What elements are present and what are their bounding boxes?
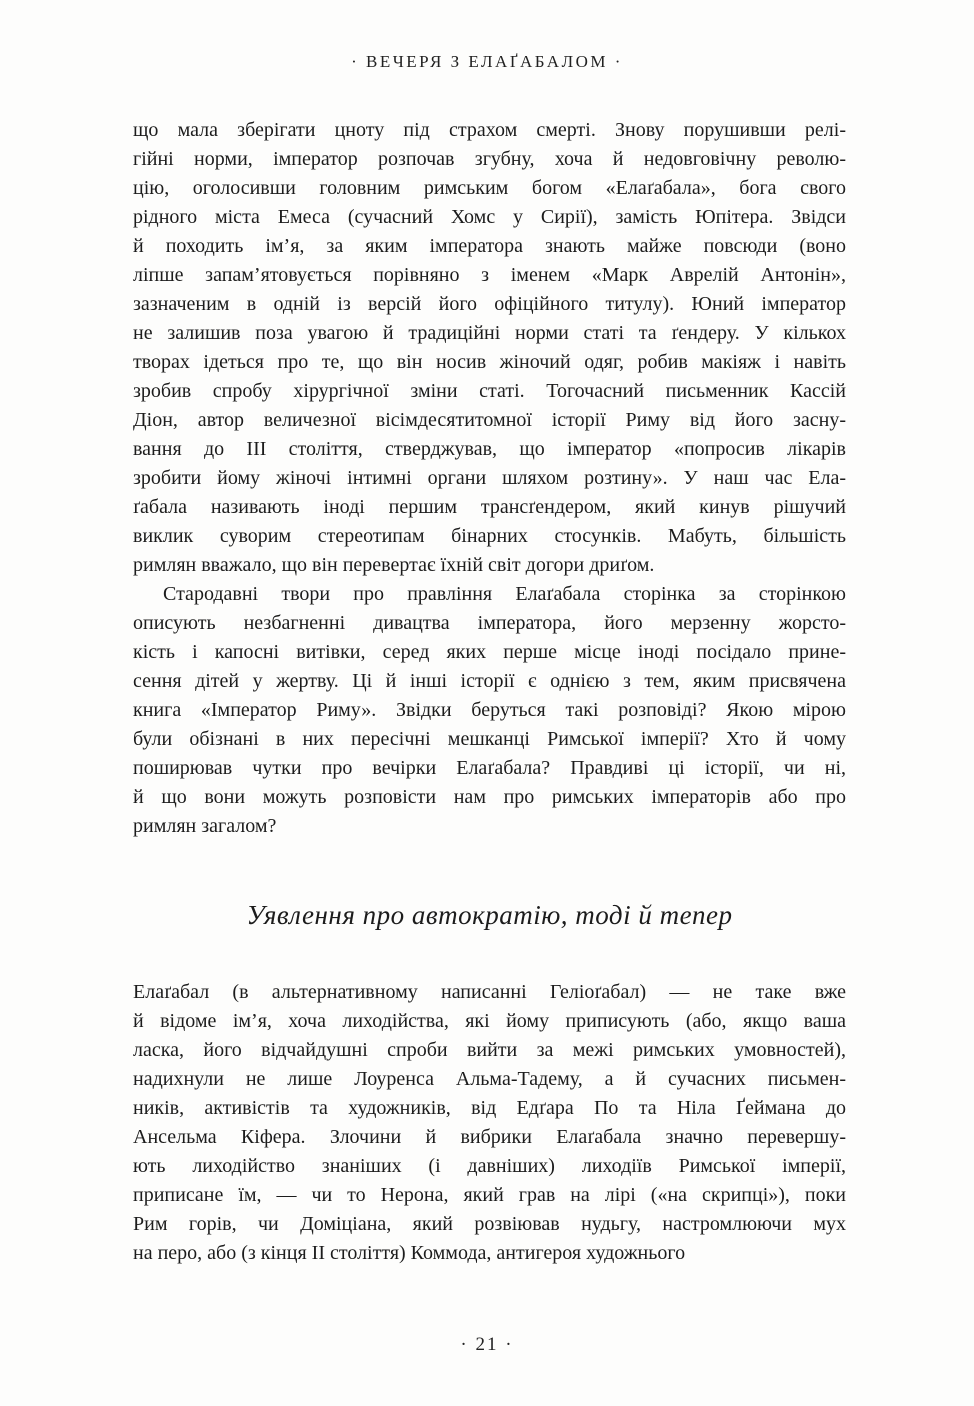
- text-line: приписане їм, — чи то Нерона, який грав на лірі («на скрипці»), поки: [133, 1184, 846, 1206]
- text-line: ласка, його відчайдушні спроби вийти за межі римських умовностей),: [133, 1039, 846, 1061]
- text-line: надихнули не лише Лоуренса Альма-Тадему, а й сучасних письмен-: [133, 1068, 846, 1090]
- text-line: й що вони можуть розповісти нам про римських імператорів або про: [133, 786, 846, 808]
- text-line: поширював чутки про вечірки Елаґабала? Правдиві ці історії, чи ні,: [133, 757, 846, 779]
- text-line: на перо, або (з кінця II століття) Коммода, антигероя художнього: [133, 1242, 686, 1264]
- paragraph: [133, 978, 846, 1268]
- text-line: римлян загалом?: [133, 815, 277, 837]
- text-line: ґабала називають іноді першим трансґендером, який кинув рішучий: [133, 496, 846, 518]
- text-line: кість і капосні витівки, серед яких перше місце іноді посідало прине-: [133, 641, 846, 663]
- page-number: · 21 ·: [460, 1334, 514, 1355]
- text-line: римлян вважало, що він перевертає їхній світ догори дриґом.: [133, 554, 655, 576]
- text-line: зробив спробу хірургічної зміни статі. Тогочасний письменник Кассій: [133, 380, 846, 402]
- text-line: зазначеним в одній із версій його офіційного титулу). Юний імператор: [133, 293, 846, 315]
- text-line: сення дітей у жертву. Ці й інші історії є однією з тем, яким присвячена: [133, 670, 846, 692]
- text-line: ліпше запам’ятовується порівняно з іменем «Марк Аврелій Антонін»,: [133, 264, 846, 286]
- text-line: описують незбагненні дивацтва імператора, його мерзенну жорсто-: [133, 612, 846, 634]
- text-line: гійні норми, імператор розпочав згубну, хоча й недовговічну револю-: [133, 148, 846, 170]
- text-line: зробити йому жіночі інтимні органи шляхом розтину». У наш час Ела-: [133, 467, 846, 489]
- text-line: рідного міста Емеса (сучасний Хомс у Сирії), замість Юпітера. Звідси: [133, 206, 846, 228]
- text-line: цію, оголосивши головним римським богом «Елаґабала», бога свого: [133, 177, 846, 199]
- text-line: книга «Імператор Риму». Звідки беруться такі розповіді? Якою мірою: [133, 699, 846, 721]
- text-line: виклик суворим стереотипам бінарних стосунків. Мабуть, більшість: [133, 525, 846, 547]
- text-line: були обізнані в них пересічні мешканці Римської імперії? Хто й чому: [133, 728, 846, 750]
- text-line: й відоме ім’я, хоча лиходійства, які йому приписують (або, якщо ваша: [133, 1010, 846, 1032]
- text-line: Елаґабал (в альтернативному написанні Геліоґабал) — не таке вже: [133, 981, 846, 1003]
- running-header: · ВЕЧЕРЯ З ЕЛАҐАБАЛОМ ·: [351, 52, 623, 71]
- text-line: ють лиходійство знаніших (і давніших) лиходіїв Римської імперії,: [133, 1155, 846, 1177]
- paragraph: [133, 580, 846, 841]
- paragraph: [133, 116, 846, 580]
- text-line: ників, активістів та художників, від Едґара По та Ніла Ґеймана до: [133, 1097, 846, 1119]
- text-line: творах ідеться про те, що він носив жіночий одяг, робив макіяж і навіть: [133, 351, 846, 373]
- section-heading: Уявлення про автократію, тоді й тепер: [246, 900, 733, 930]
- body-text: [133, 116, 846, 1268]
- text-line: й походить ім’я, за яким імператора знають майже повсюди (воно: [133, 235, 846, 257]
- text-line: Діон, автор величезної вісімдесятитомної історії Риму від його засну-: [133, 409, 846, 431]
- text-line: вання до III століття, стверджував, що імператор «попросив лікарів: [133, 438, 846, 460]
- text-line: не залишив поза увагою й традиційні норми статі та ґендеру. У кількох: [133, 322, 846, 344]
- text-line: Рим горів, чи Доміціана, який розвіював нудьгу, настромлюючи мух: [133, 1213, 846, 1235]
- text-line: що мала зберігати цноту під страхом смерті. Знову порушивши релі-: [133, 119, 846, 141]
- text-line: Стародавні твори про правління Елаґабала сторінка за сторінкою: [163, 583, 846, 605]
- text-line: Ансельма Кіфера. Злочини й вибрики Елаґабала значно перевершу-: [133, 1126, 846, 1148]
